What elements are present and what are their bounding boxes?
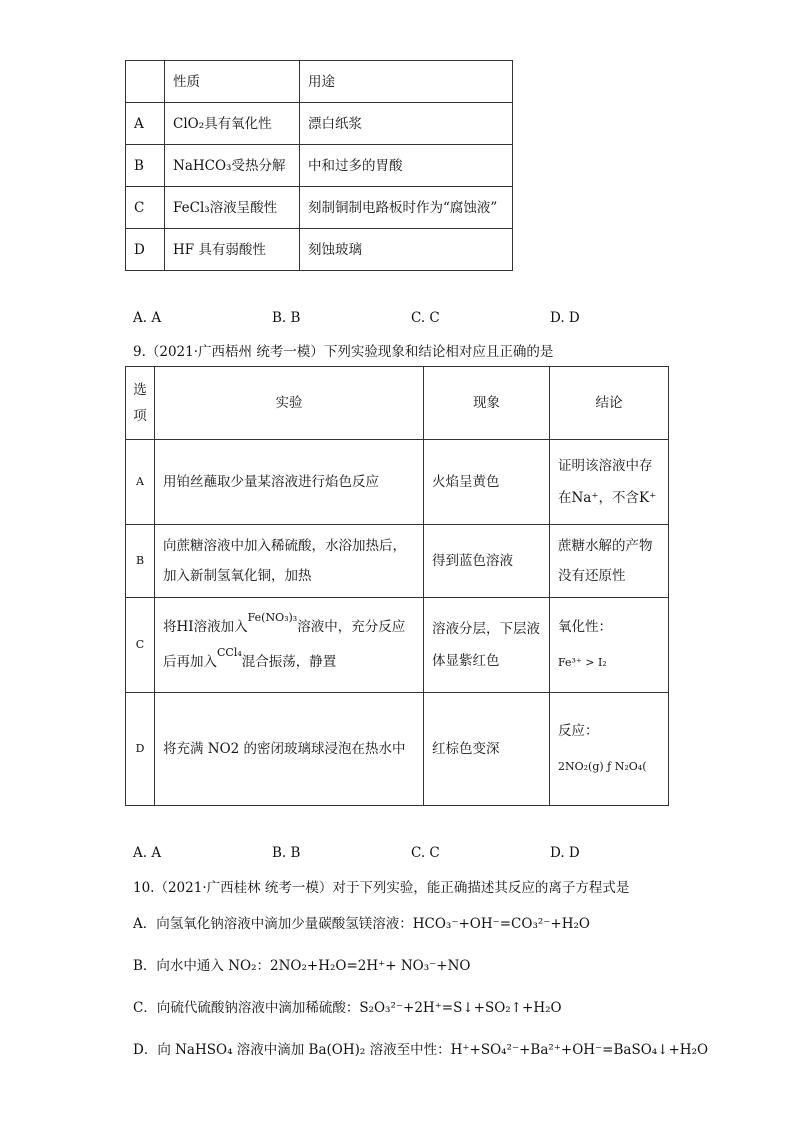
experiment-cell bbox=[155, 598, 424, 693]
table-row bbox=[126, 229, 513, 271]
use-cell: 漂白纸浆 bbox=[300, 103, 513, 145]
q9-options bbox=[133, 845, 693, 861]
conclusion-label: 反应： bbox=[558, 723, 599, 739]
conclusion-cell: 蔗糖水解的产物没有还原性 bbox=[550, 525, 669, 598]
option-d: D. D bbox=[550, 310, 580, 326]
option-a: A. A bbox=[133, 845, 162, 861]
formula-fe-no3: Fe(NO₃)₃ bbox=[247, 611, 298, 624]
formula-ccl4: CCl₄ bbox=[217, 646, 242, 659]
option-cell: A bbox=[126, 103, 165, 145]
use-cell: 刻蚀玻璃 bbox=[300, 229, 513, 271]
q10-option-b: B．向水中通入 NO₂：2NO₂+H₂O=2H⁺+ NO₃⁻+NO bbox=[133, 958, 471, 974]
table-header-cell: 用途 bbox=[300, 61, 513, 103]
table-header-cell: 选项 bbox=[126, 367, 155, 440]
option-a: A. A bbox=[133, 310, 162, 326]
option-c: C. C bbox=[411, 845, 440, 861]
table-header-cell: 现象 bbox=[424, 367, 550, 440]
property-use-table bbox=[125, 60, 513, 271]
option-b: B. B bbox=[272, 310, 301, 326]
experiment-text: 混合振荡，静置 bbox=[241, 654, 337, 670]
conclusion-cell bbox=[550, 598, 669, 693]
option-cell: B bbox=[126, 145, 165, 187]
q10-option-a: A．向氢氧化钠溶液中滴加少量碳酸氢镁溶液：HCO₃⁻+OH⁻=CO₃²⁻+H₂O bbox=[133, 916, 590, 932]
option-cell: B bbox=[126, 525, 155, 598]
option-cell: A bbox=[126, 440, 155, 525]
option-b: B. B bbox=[272, 845, 301, 861]
phenomenon-cell: 得到蓝色溶液 bbox=[424, 525, 550, 598]
q10-stem: 10.（2021·广西桂林 统考一模）对于下列实验，能正确描述其反应的离子方程式是 bbox=[133, 880, 630, 896]
option-cell: D bbox=[126, 229, 165, 271]
property-cell: HF 具有弱酸性 bbox=[165, 229, 300, 271]
table-header-row bbox=[126, 367, 669, 440]
q10-option-d: D．向 NaHSO₄ 溶液中滴加 Ba(OH)₂ 溶液至中性：H⁺+SO₄²⁻+Ba²⁺+OH⁻=BaSO₄↓+H₂O bbox=[133, 1042, 709, 1058]
table-cell bbox=[126, 61, 165, 103]
phenomenon-cell: 溶液分层，下层液体显紫红色 bbox=[424, 598, 550, 693]
conclusion-formula: Fe³⁺ > I₂ bbox=[558, 656, 607, 669]
table-header-cell: 结论 bbox=[550, 367, 669, 440]
q8-options bbox=[133, 310, 693, 326]
property-cell: FeCl₃溶液呈酸性 bbox=[165, 187, 300, 229]
option-cell: D bbox=[126, 693, 155, 806]
table-header-cell: 实验 bbox=[155, 367, 424, 440]
experiment-text: 溶液中，充分反应后再加入 bbox=[163, 619, 406, 670]
use-cell: 中和过多的胃酸 bbox=[300, 145, 513, 187]
option-c: C. C bbox=[411, 310, 440, 326]
conclusion-cell: 证明该溶液中存在Na⁺，不含K⁺ bbox=[550, 440, 669, 525]
experiment-cell: 向蔗糖溶液中加入稀硫酸，水浴加热后，加入新制氢氧化铜，加热 bbox=[155, 525, 424, 598]
option-cell: C bbox=[126, 598, 155, 693]
table-row bbox=[126, 103, 513, 145]
use-cell: 刻制铜制电路板时作为“腐蚀液” bbox=[300, 187, 513, 229]
table-row bbox=[126, 187, 513, 229]
table-row bbox=[126, 693, 669, 806]
q9-stem: 9.（2021·广西梧州 统考一模）下列实验现象和结论相对应且正确的是 bbox=[133, 344, 554, 360]
phenomenon-cell: 火焰呈黄色 bbox=[424, 440, 550, 525]
table-row bbox=[126, 525, 669, 598]
property-cell: NaHCO₃受热分解 bbox=[165, 145, 300, 187]
option-d: D. D bbox=[550, 845, 580, 861]
table-row bbox=[126, 598, 669, 693]
experiment-table bbox=[125, 366, 669, 806]
conclusion-equation: 2NO₂(g) ƒ N₂O₄( bbox=[558, 760, 647, 773]
table-row bbox=[126, 440, 669, 525]
conclusion-cell bbox=[550, 693, 669, 806]
experiment-text: 将HI溶液加入 bbox=[163, 619, 248, 635]
phenomenon-cell: 红棕色变深 bbox=[424, 693, 550, 806]
experiment-cell: 将充满 NO2 的密闭玻璃球浸泡在热水中 bbox=[155, 693, 424, 806]
experiment-cell: 用铂丝蘸取少量某溶液进行焰色反应 bbox=[155, 440, 424, 525]
option-cell: C bbox=[126, 187, 165, 229]
conclusion-label: 氧化性： bbox=[558, 619, 612, 635]
table-header-row bbox=[126, 61, 513, 103]
property-cell: ClO₂具有氧化性 bbox=[165, 103, 300, 145]
q10-option-c: C．向硫代硫酸钠溶液中滴加稀硫酸：S₂O₃²⁻+2H⁺=S↓+SO₂↑+H₂O bbox=[133, 1000, 562, 1016]
table-row bbox=[126, 145, 513, 187]
table-header-cell: 性质 bbox=[165, 61, 300, 103]
